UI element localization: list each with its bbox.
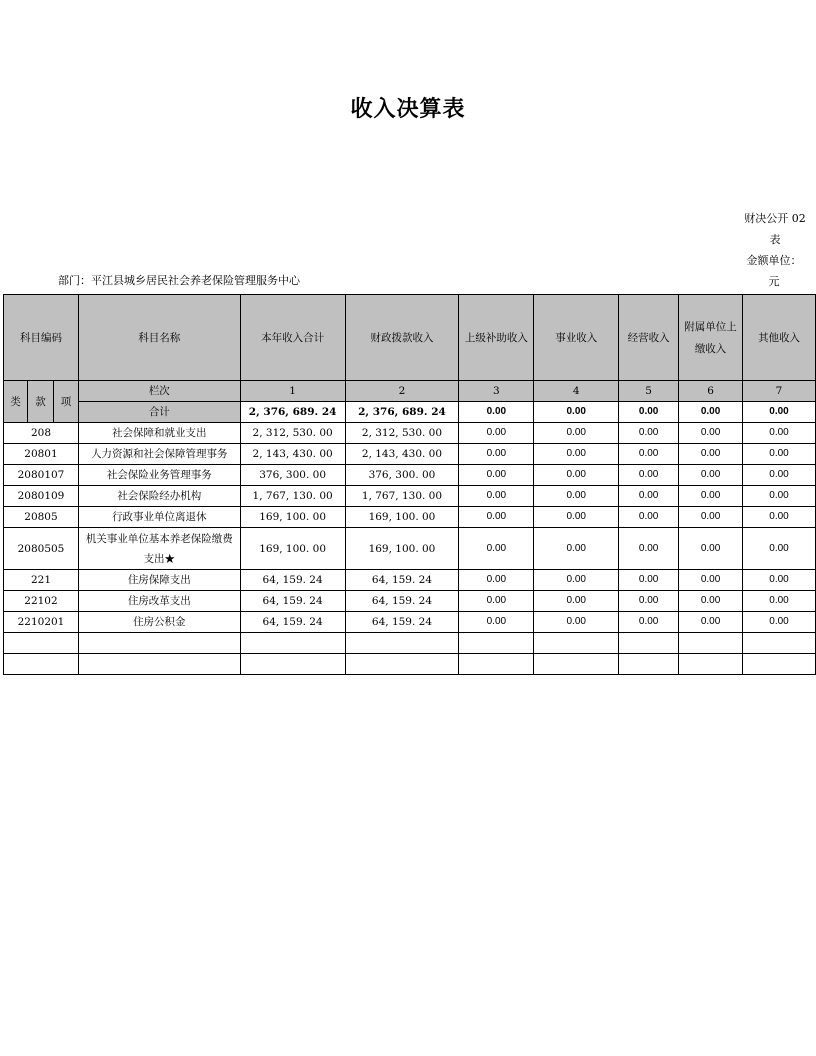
row-v5: 0.00: [619, 570, 679, 591]
total-row: [4, 402, 816, 423]
header-col4: 事业收入: [534, 295, 619, 381]
row-name: 机关事业单位基本养老保险缴费支出★: [78, 528, 240, 570]
department-label: 部门：平江县城乡居民社会养老保险管理服务中心: [58, 274, 300, 287]
col-number-1: 1: [240, 381, 345, 402]
row-v2: 376, 300. 00: [345, 465, 459, 486]
row-v5: 0.00: [619, 444, 679, 465]
total-v4: 0.00: [534, 402, 619, 423]
row-v6: 0.00: [679, 486, 743, 507]
empty-row: [4, 654, 816, 675]
row-v6: 0.00: [679, 423, 743, 444]
empty-cell: [240, 654, 345, 675]
row-code: 2210201: [4, 612, 79, 633]
empty-cell: [4, 654, 79, 675]
row-v6: 0.00: [679, 528, 743, 570]
row-v3: 0.00: [459, 528, 534, 570]
row-v1: 376, 300. 00: [240, 465, 345, 486]
row-name: 社会保障和就业支出: [78, 423, 240, 444]
row-v4: 0.00: [534, 570, 619, 591]
row-code: 22102: [4, 591, 79, 612]
row-v5: 0.00: [619, 612, 679, 633]
row-v2: 64, 159. 24: [345, 612, 459, 633]
row-name: 住房保障支出: [78, 570, 240, 591]
row-v3: 0.00: [459, 423, 534, 444]
row-v2: 64, 159. 24: [345, 570, 459, 591]
total-v5: 0.00: [619, 402, 679, 423]
total-v6: 0.00: [679, 402, 743, 423]
row-v1: 2, 143, 430. 00: [240, 444, 345, 465]
form-number: 财决公开 02 表: [744, 212, 806, 246]
row-v4: 0.00: [534, 423, 619, 444]
row-code: 208: [4, 423, 79, 444]
row-v7: 0.00: [743, 486, 816, 507]
row-v1: 2, 312, 530. 00: [240, 423, 345, 444]
row-v1: 169, 100. 00: [240, 507, 345, 528]
row-code: 2080109: [4, 486, 79, 507]
header-col3: 上级补助收入: [459, 295, 534, 381]
header-lanci: 栏次: [78, 381, 240, 402]
row-v5: 0.00: [619, 507, 679, 528]
row-v3: 0.00: [459, 465, 534, 486]
header-col2: 财政拨款收入: [345, 295, 459, 381]
row-code: 2080505: [4, 528, 79, 570]
row-v5: 0.00: [619, 423, 679, 444]
header-row: [4, 295, 816, 381]
row-v2: 64, 159. 24: [345, 591, 459, 612]
total-label: 合计: [78, 402, 240, 423]
empty-cell: [534, 654, 619, 675]
row-name: 住房改革支出: [78, 591, 240, 612]
header-name: 科目名称: [78, 295, 240, 381]
row-v7: 0.00: [743, 612, 816, 633]
col-number-7: 7: [743, 381, 816, 402]
row-v4: 0.00: [534, 591, 619, 612]
row-name: 住房公积金: [78, 612, 240, 633]
row-v7: 0.00: [743, 507, 816, 528]
column-number-row: [4, 381, 816, 402]
col-number-3: 3: [459, 381, 534, 402]
empty-cell: [345, 633, 459, 654]
header-xiang: 项: [53, 381, 78, 423]
table-row: [4, 570, 816, 591]
row-v5: 0.00: [619, 486, 679, 507]
header-lei: 类: [4, 381, 28, 423]
empty-cell: [78, 654, 240, 675]
empty-cell: [345, 654, 459, 675]
row-v5: 0.00: [619, 528, 679, 570]
row-v4: 0.00: [534, 507, 619, 528]
row-code: 2080107: [4, 465, 79, 486]
empty-cell: [619, 633, 679, 654]
row-v7: 0.00: [743, 528, 816, 570]
row-v1: 64, 159. 24: [240, 570, 345, 591]
col-number-4: 4: [534, 381, 619, 402]
empty-cell: [459, 633, 534, 654]
table-row: [4, 612, 816, 633]
empty-cell: [619, 654, 679, 675]
total-v1: 2, 376, 689. 24: [240, 402, 345, 423]
empty-cell: [240, 633, 345, 654]
page-title: 收入决算表: [350, 97, 466, 122]
table-row: [4, 465, 816, 486]
empty-cell: [534, 633, 619, 654]
row-v3: 0.00: [459, 444, 534, 465]
empty-cell: [743, 633, 816, 654]
row-name: 社会保险经办机构: [78, 486, 240, 507]
header-col5: 经营收入: [619, 295, 679, 381]
row-v3: 0.00: [459, 570, 534, 591]
row-v2: 169, 100. 00: [345, 528, 459, 570]
row-name: 行政事业单位离退休: [78, 507, 240, 528]
header-code: 科目编码: [4, 295, 79, 381]
table-row: [4, 444, 816, 465]
row-v5: 0.00: [619, 465, 679, 486]
row-code: 20805: [4, 507, 79, 528]
row-v1: 64, 159. 24: [240, 591, 345, 612]
row-v6: 0.00: [679, 444, 743, 465]
row-v6: 0.00: [679, 591, 743, 612]
empty-cell: [459, 654, 534, 675]
total-v3: 0.00: [459, 402, 534, 423]
header-col7: 其他收入: [743, 295, 816, 381]
col-number-2: 2: [345, 381, 459, 402]
total-v7: 0.00: [743, 402, 816, 423]
row-v6: 0.00: [679, 507, 743, 528]
row-v4: 0.00: [534, 486, 619, 507]
row-v4: 0.00: [534, 465, 619, 486]
row-v4: 0.00: [534, 528, 619, 570]
row-v4: 0.00: [534, 444, 619, 465]
empty-cell: [679, 654, 743, 675]
row-v7: 0.00: [743, 465, 816, 486]
header-kuan: 款: [27, 381, 53, 423]
row-v2: 1, 767, 130. 00: [345, 486, 459, 507]
row-v2: 169, 100. 00: [345, 507, 459, 528]
row-v3: 0.00: [459, 507, 534, 528]
total-v2: 2, 376, 689. 24: [345, 402, 459, 423]
table-row: [4, 591, 816, 612]
amount-unit: 金额单位：元: [746, 254, 802, 288]
row-v1: 64, 159. 24: [240, 612, 345, 633]
empty-cell: [4, 633, 79, 654]
row-v2: 2, 312, 530. 00: [345, 423, 459, 444]
row-v7: 0.00: [743, 591, 816, 612]
row-name: 社会保险业务管理事务: [78, 465, 240, 486]
row-name: 人力资源和社会保障管理事务: [78, 444, 240, 465]
row-v7: 0.00: [743, 570, 816, 591]
row-v7: 0.00: [743, 444, 816, 465]
empty-cell: [78, 633, 240, 654]
row-v1: 169, 100. 00: [240, 528, 345, 570]
row-code: 221: [4, 570, 79, 591]
row-v3: 0.00: [459, 486, 534, 507]
row-v3: 0.00: [459, 591, 534, 612]
income-table: [3, 294, 816, 675]
row-v6: 0.00: [679, 612, 743, 633]
table-row: [4, 486, 816, 507]
row-v4: 0.00: [534, 612, 619, 633]
header-col6: 附属单位上缴收入: [679, 295, 743, 381]
table-row: [4, 507, 816, 528]
col-number-6: 6: [679, 381, 743, 402]
header-col1: 本年收入合计: [240, 295, 345, 381]
row-code: 20801: [4, 444, 79, 465]
row-v3: 0.00: [459, 612, 534, 633]
row-v6: 0.00: [679, 465, 743, 486]
row-v7: 0.00: [743, 423, 816, 444]
empty-cell: [679, 633, 743, 654]
table-row: [4, 423, 816, 444]
col-number-5: 5: [619, 381, 679, 402]
table-row: [4, 528, 816, 570]
row-v2: 2, 143, 430. 00: [345, 444, 459, 465]
empty-row: [4, 633, 816, 654]
row-v1: 1, 767, 130. 00: [240, 486, 345, 507]
row-v5: 0.00: [619, 591, 679, 612]
row-v6: 0.00: [679, 570, 743, 591]
empty-cell: [743, 654, 816, 675]
